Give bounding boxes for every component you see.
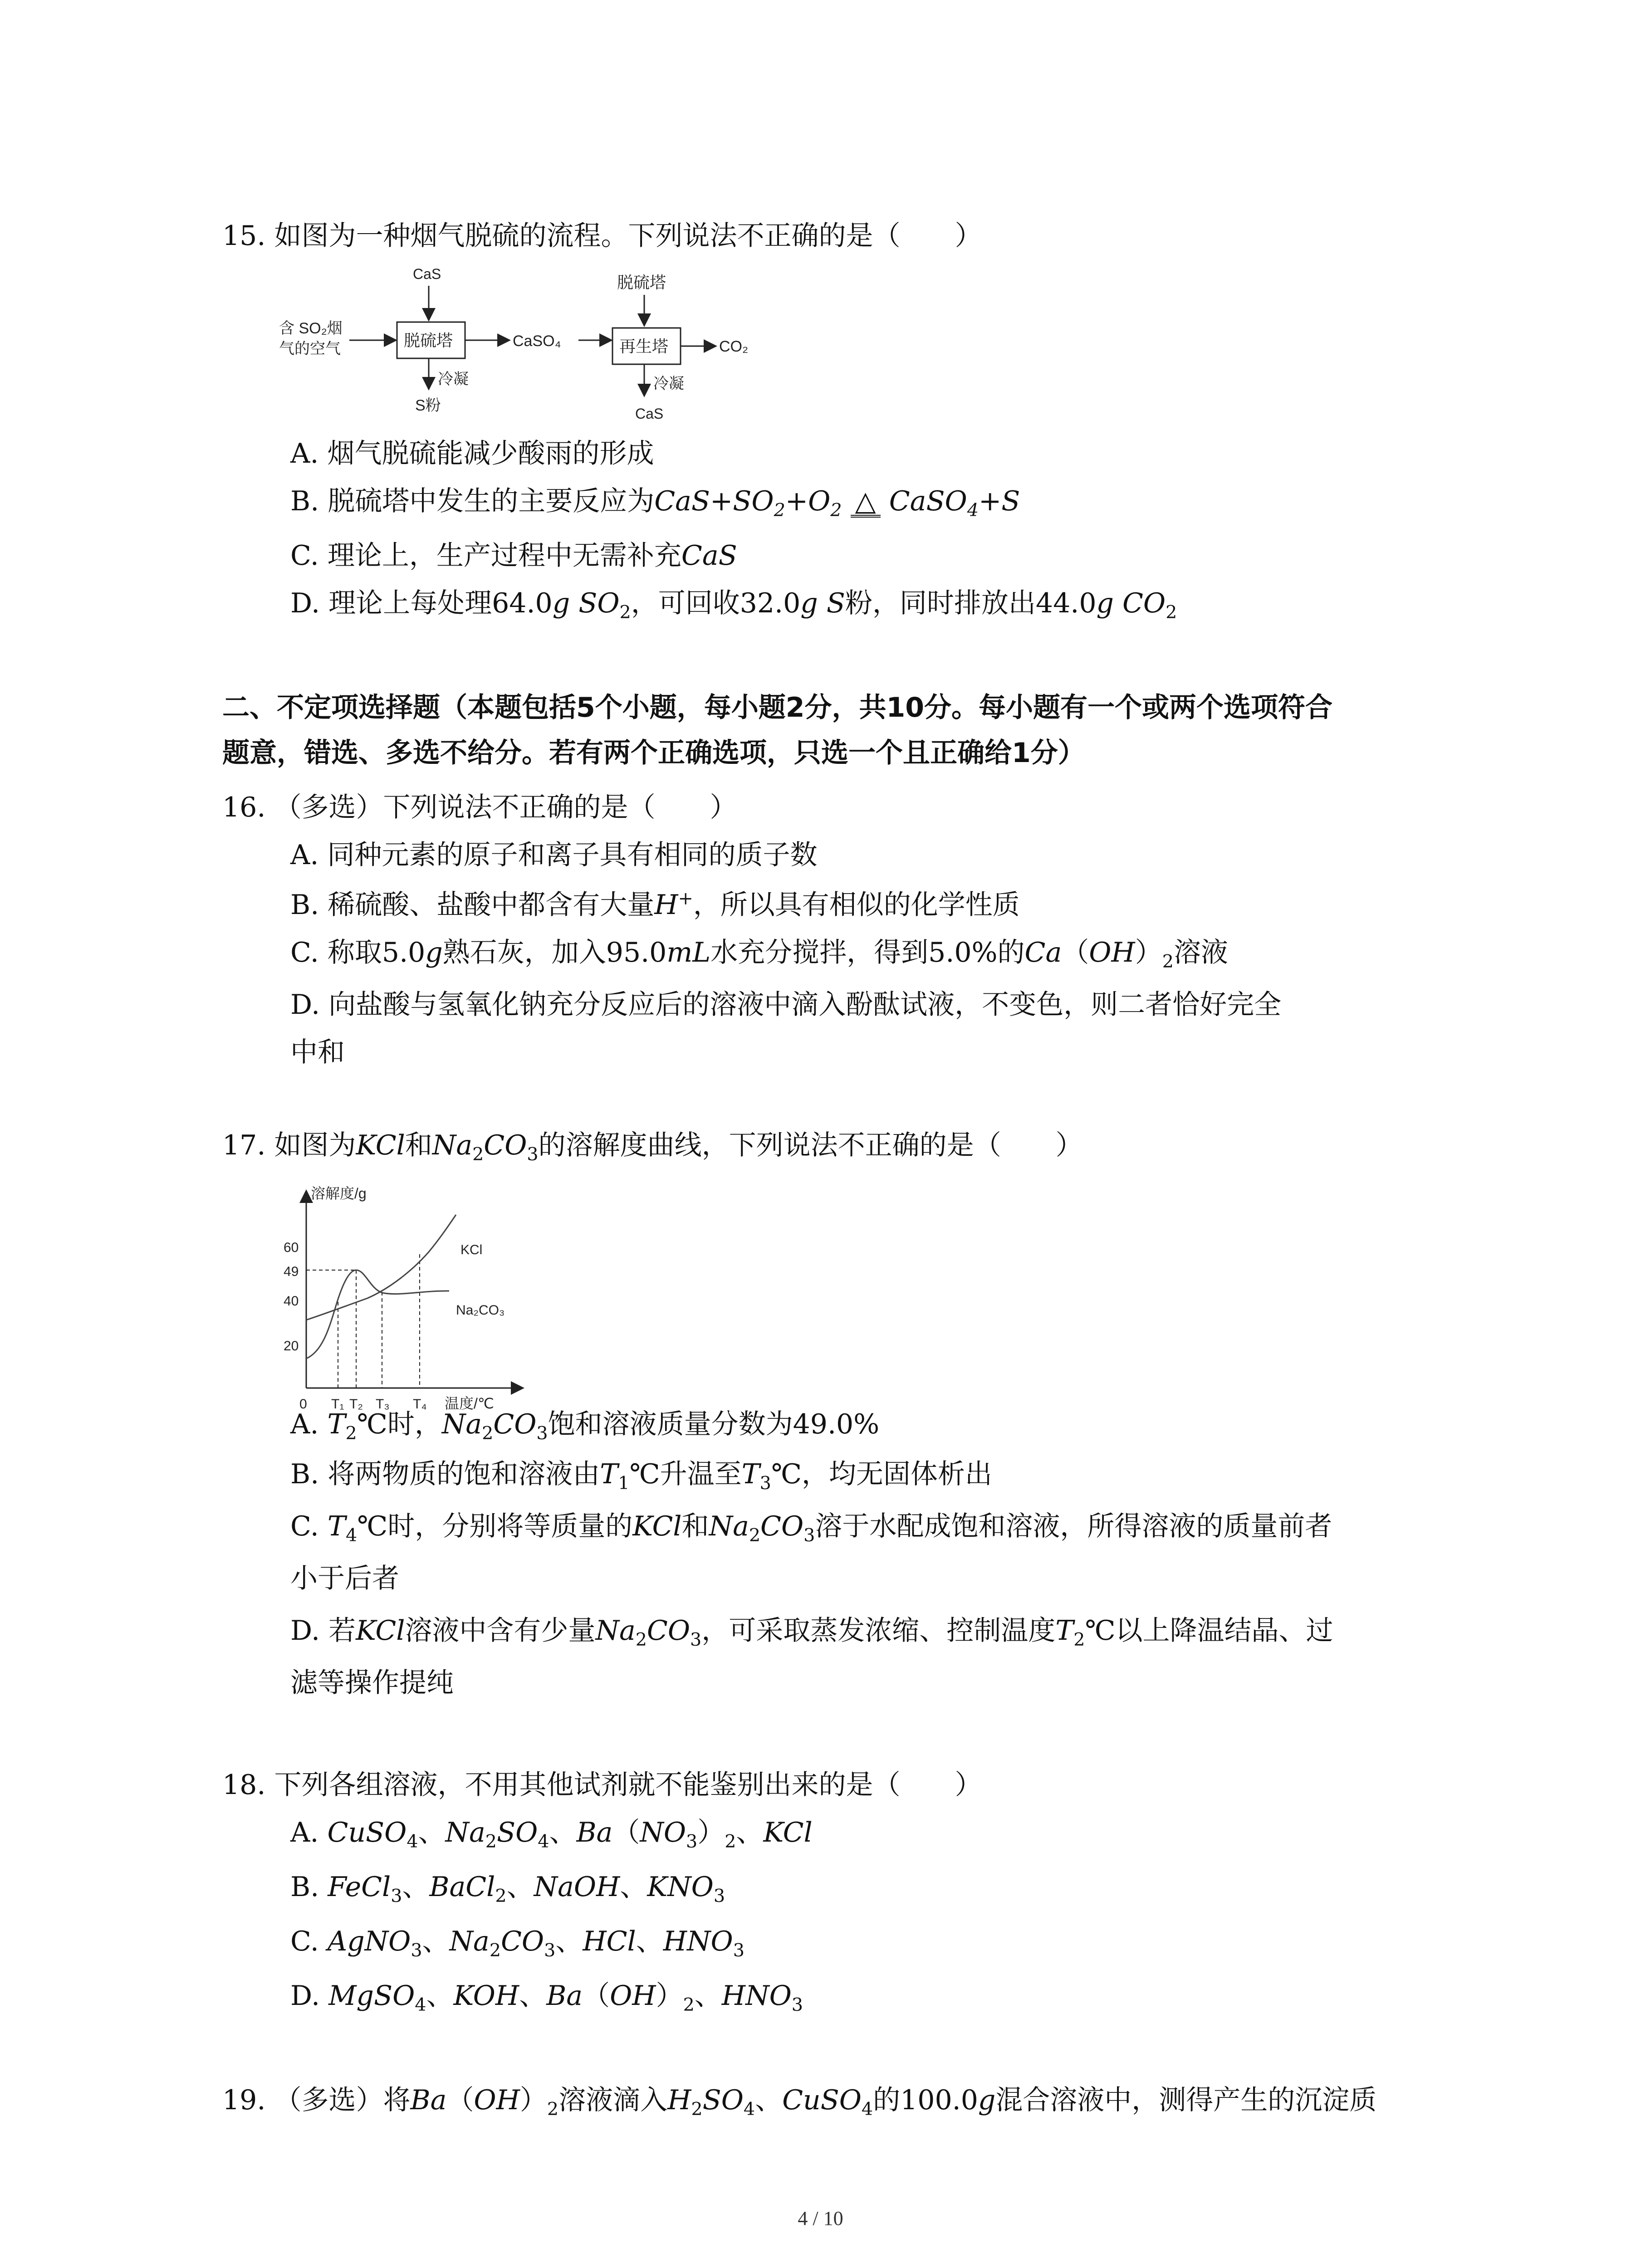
y-tick-49: 49: [284, 1264, 299, 1279]
desulfurization-tower-label: 脱硫塔: [404, 331, 453, 350]
flow-s-powder: S粉: [415, 397, 441, 414]
q17-solubility-chart: [277, 1179, 531, 1415]
q17-option-a: A. $T_2℃$时，$Na_2CO_3$饱和溶液质量分数为49.0%: [290, 1408, 880, 1444]
page-number: 4 / 10: [798, 2207, 843, 2229]
q16-option-c: C. 称取5.0g熟石灰，加入95.0mL水充分搅拌，得到5.0%的$Ca(OH)_2$溶液: [290, 937, 1228, 972]
origin-label: 0: [299, 1397, 307, 1412]
q17-option-c-line1: C. $T_4℃$时，分别将等质量的KCl和$Na_2CO_3$溶于水配成饱和溶液，所得溶液的质量前者: [290, 1510, 1332, 1546]
y-tick-60: 60: [284, 1240, 299, 1255]
flow-cool1: 冷凝: [438, 371, 469, 388]
q15-option-c: C. 理论上，生产过程中无需补充CaS: [290, 540, 737, 572]
q18-stem: 18. 下列各组溶液，不用其他试剂就不能鉴别出来的是（ ）: [222, 1769, 982, 1801]
q18-option-a: A. CuSO$_4$、$Na_2SO_4$、$Ba(NO_3)_2$、KCl: [290, 1817, 813, 1852]
q16-option-d-line1: D. 向盐酸与氢氧化钠充分反应后的溶液中滴入酚酞试液，不变色，则二者恰好完全: [290, 989, 1282, 1021]
section-2-heading-line2: 题意，错选、多选不给分。若有两个正确选项，只选一个且正确给1分）: [222, 737, 1085, 769]
q15-stem: 15. 如图为一种烟气脱硫的流程。下列说法不正确的是（ ）: [222, 220, 982, 252]
flow-cas-top: CaS: [413, 266, 441, 282]
flow-tower-input-label: 脱硫塔: [617, 273, 666, 292]
x-tick-t4: T₄: [413, 1397, 427, 1412]
q18-option-d: D. MgSO$_4$、KOH、$Ba(OH)_2$、$HNO_3$: [290, 1980, 803, 2015]
q16-stem: 16. （多选）下列说法不正确的是（ ）: [222, 792, 737, 823]
x-tick-t2: T₂: [349, 1397, 363, 1412]
q16-option-d-line2: 中和: [290, 1036, 345, 1068]
q17-option-b: B. 将两物质的饱和溶液由$T_1℃$升温至$T_3℃$，均无固体析出: [290, 1458, 992, 1494]
chart-x-axis-label: 温度/℃: [445, 1395, 494, 1412]
y-tick-40: 40: [284, 1294, 299, 1309]
q15-option-d: D. 理论上每处理64.0g $SO_2$，可回收32.0g S粉，同时排放出44.0g $CO_2$: [290, 587, 1177, 623]
na2co3-curve: [306, 1270, 449, 1359]
q16-option-b: B. 稀硫酸、盐酸中都含有大量H+，所以具有相似的化学性质: [290, 888, 1020, 921]
q17-stem: 17. 如图为KCl和$Na_2CO_3$的溶解度曲线，下列说法不正确的是（ ）: [222, 1129, 1083, 1165]
section-2-heading-line1: 二、不定项选择题（本题包括5个小题，每小题2分，共10分。每小题有一个或两个选项符合: [222, 692, 1332, 723]
flow-cool2: 冷凝: [653, 375, 684, 392]
na2co3-legend: Na₂CO₃: [456, 1303, 505, 1318]
chart-y-axis-label: 溶解度/g: [311, 1185, 367, 1202]
q17-option-d-line2: 滤等操作提纯: [290, 1667, 454, 1699]
x-tick-t1: T₁: [331, 1397, 344, 1412]
flow-cas-bottom: CaS: [635, 406, 664, 422]
q17-option-c-line2: 小于后者: [290, 1563, 399, 1594]
flow-input-line2: 气的空气: [279, 340, 341, 357]
q15-flow-diagram: [279, 265, 778, 431]
kcl-legend: KCl: [460, 1242, 483, 1257]
regeneration-tower-label: 再生塔: [619, 337, 669, 356]
flow-input-line1: 含 SO₂烟: [279, 320, 343, 337]
x-tick-t3: T₃: [376, 1397, 390, 1412]
q18-option-c: C. AgNO$_3$、$Na_2CO_3$、HCl、$HNO_3$: [290, 1926, 745, 1961]
q15-option-a: A. 烟气脱硫能减少酸雨的形成: [290, 438, 654, 469]
q16-option-a: A. 同种元素的原子和离子具有相同的质子数: [290, 839, 818, 871]
q17-option-d-line1: D. 若KCl溶液中含有少量$Na_2CO_3$，可采取蒸发浓缩、控制温度$T_2℃$以上降温结晶、过: [290, 1615, 1333, 1650]
q18-option-b: B. FeCl$_3$、BaCl$_2$、NaOH、$KNO_3$: [290, 1871, 725, 1906]
kcl-curve: [306, 1215, 456, 1320]
q19-stem: 19. （多选）将$Ba(OH)_2$溶液滴入$H_2SO_4$、CuSO$_4$的100.0g混合溶液中，测得产生的沉淀质: [222, 2084, 1377, 2120]
q15-option-b: B. 脱硫塔中发生的主要反应为$CaS+SO_2+O_2$ △ CaSO$_4$+S: [290, 485, 1020, 521]
flow-caso4: CaSO₄: [513, 332, 561, 350]
y-tick-20: 20: [284, 1339, 299, 1354]
flow-co2: CO₂: [719, 338, 749, 355]
